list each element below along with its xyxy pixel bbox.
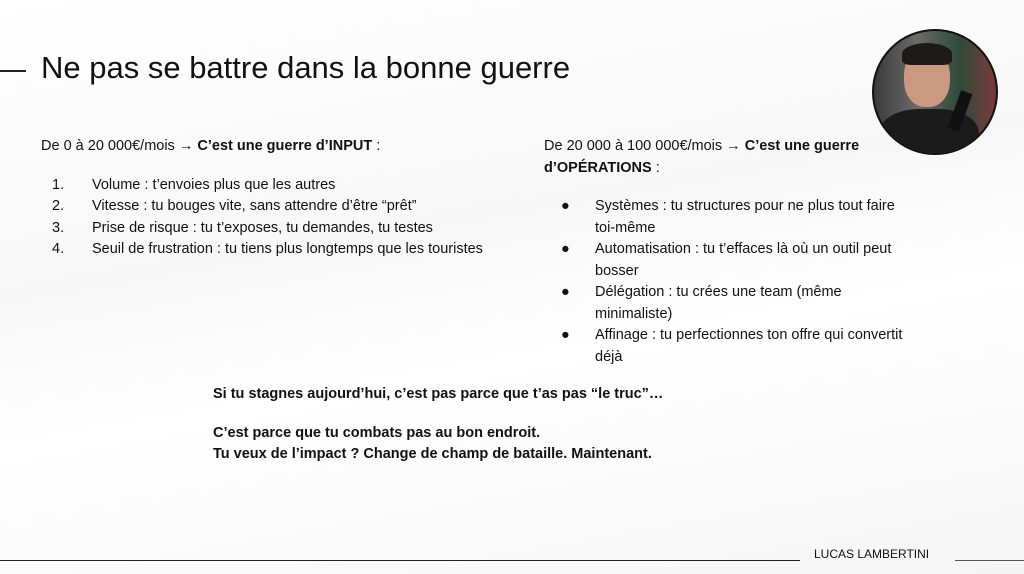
left-heading-bold: C’est une guerre d’INPUT — [197, 138, 373, 154]
right-column — [544, 136, 904, 368]
list-item — [544, 282, 904, 325]
item-text: Affinage : tu perfectionnes ton offre qui convertit déjà — [595, 327, 903, 365]
bullet-icon: ● — [561, 284, 570, 300]
left-heading-suffix: : — [372, 138, 381, 154]
list-item — [544, 325, 904, 368]
item-number: 2. — [52, 198, 65, 214]
left-column — [41, 136, 491, 261]
list-item — [41, 218, 491, 240]
list-item — [544, 239, 904, 282]
slide-title: Ne pas se battre dans la bonne guerre — [41, 50, 571, 85]
conclusion-line: Tu veux de l’impact ? Change de champ de bataille. Maintenant. — [213, 446, 652, 462]
presenter-hair — [902, 43, 952, 65]
right-heading-plain: De 20 000 à 100 000€/mois → — [544, 138, 745, 154]
bullet-icon: ● — [561, 241, 570, 257]
footer-divider — [0, 560, 800, 561]
left-heading-plain: De 0 à 20 000€/mois → — [41, 138, 198, 154]
conclusion — [213, 384, 663, 466]
footer-divider — [955, 560, 1024, 561]
input-list — [41, 175, 491, 261]
item-text: Seuil de frustration : tu tiens plus longtemps que les touristes — [92, 241, 483, 257]
right-heading — [544, 136, 904, 179]
right-heading-bold: C’est une guerre d’OPÉRATIONS — [544, 138, 860, 176]
item-text: Volume : t’envoies plus que les autres — [92, 176, 336, 193]
item-number: 1. — [52, 176, 65, 193]
conclusion-line: C’est parce que tu combats pas au bon endroit. — [213, 424, 541, 441]
title-dash — [0, 70, 26, 72]
right-heading-suffix: : — [651, 159, 660, 176]
footer-author: LUCAS LAMBERTINI — [814, 547, 930, 561]
left-heading — [41, 136, 491, 158]
bullet-icon: ● — [561, 327, 570, 343]
item-text: Systèmes : tu structures pour ne plus tout faire toi-même — [595, 198, 895, 236]
list-item — [544, 196, 904, 239]
list-item — [41, 175, 491, 197]
conclusion-line: Si tu stagnes aujourd’hui, c’est pas parce que t’as pas “le truc”… — [213, 386, 664, 402]
operations-list — [544, 196, 904, 368]
item-number: 4. — [52, 241, 65, 257]
list-item — [41, 196, 491, 218]
bullet-icon: ● — [561, 198, 570, 214]
item-text: Prise de risque : tu t’exposes, tu demandes, tu testes — [92, 219, 433, 236]
item-number: 3. — [52, 219, 65, 236]
list-item — [41, 239, 491, 261]
item-text: Vitesse : tu bouges vite, sans attendre d’être “prêt” — [92, 198, 417, 214]
item-text: Délégation : tu crées une team (même minimaliste) — [595, 284, 842, 322]
item-text: Automatisation : tu t’effaces là où un outil peut bosser — [595, 241, 892, 279]
webcam-video — [872, 29, 998, 155]
